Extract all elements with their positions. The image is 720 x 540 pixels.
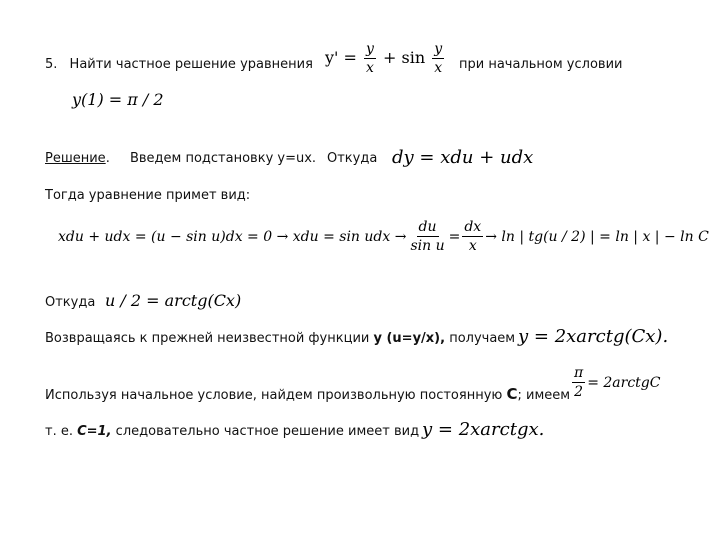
final-c-eq: C=1,: [77, 424, 112, 439]
problem-statement: [45, 57, 313, 72]
final-tail: следовательно частное решение имеет вид: [115, 424, 420, 439]
return-emph: y (u=y/x),: [373, 331, 446, 346]
fraction-dx-over-x: $\frac{dx}{x}$: [464, 219, 482, 254]
arctg-formula: u / 2 = arctg(Cx): [105, 291, 242, 310]
constant-text: Используя начальное условие, найдем произвольную постоянную: [45, 388, 503, 403]
substitution-text: Введем подстановку y=ux.: [129, 151, 317, 166]
chain-part2: → ln | tg(u / 2) | = ln | x | − ln C: [485, 228, 709, 245]
constant-c: C: [506, 385, 518, 403]
problem-text: Найти частное решение уравнения: [69, 57, 313, 72]
equals-sign: =: [448, 228, 461, 245]
solution-line: Решение. Введем подстановку y=ux.: [45, 151, 317, 166]
final-prefix: т. е.: [45, 424, 73, 439]
constant-line: [45, 385, 570, 403]
fraction-y-over-x-2: $\frac{y}{x}$: [434, 41, 443, 76]
fraction-pi-over-2: $\frac{\pi}{2}$: [574, 365, 584, 400]
particular-solution: y = 2xarctgx.: [422, 419, 545, 440]
return-tail: получаем: [449, 331, 516, 346]
then-text: Тогда уравнение примет вид:: [45, 188, 251, 203]
plus-sin: + sin: [383, 48, 426, 67]
equation-lhs: y' =: [325, 48, 357, 67]
fraction-du-over-sinu: $\frac{du}{\text{sin u}}$: [410, 219, 445, 254]
fraction-y-over-x: $\frac{y}{x}$: [366, 41, 374, 76]
dy-equation: dy = xdu + udx: [392, 147, 534, 168]
return-line: [45, 331, 515, 346]
constant-rhs: = 2arctgC: [587, 374, 661, 391]
given-equation: [325, 42, 446, 75]
initial-condition: y(1) = π / 2: [72, 90, 164, 109]
problem-number: 5.: [45, 57, 58, 72]
chain-equation: [58, 220, 709, 253]
chain-part1: xdu + udx = (u − sin u)dx = 0 → xdu = sin udx →: [58, 228, 407, 245]
general-solution: y = 2xarctg(Cx).: [518, 326, 669, 347]
constant-tail: ; имеем: [517, 388, 571, 403]
return-text: Возвращаясь к прежней неизвестной функции: [45, 331, 370, 346]
otkuda-label-1: Откуда: [327, 151, 378, 166]
constant-equation: [570, 366, 660, 399]
otkuda-label-2: Откуда: [45, 295, 96, 310]
condition-text: при начальном условии: [459, 57, 623, 72]
solution-label: Решение: [45, 151, 106, 166]
final-line: [45, 424, 419, 439]
